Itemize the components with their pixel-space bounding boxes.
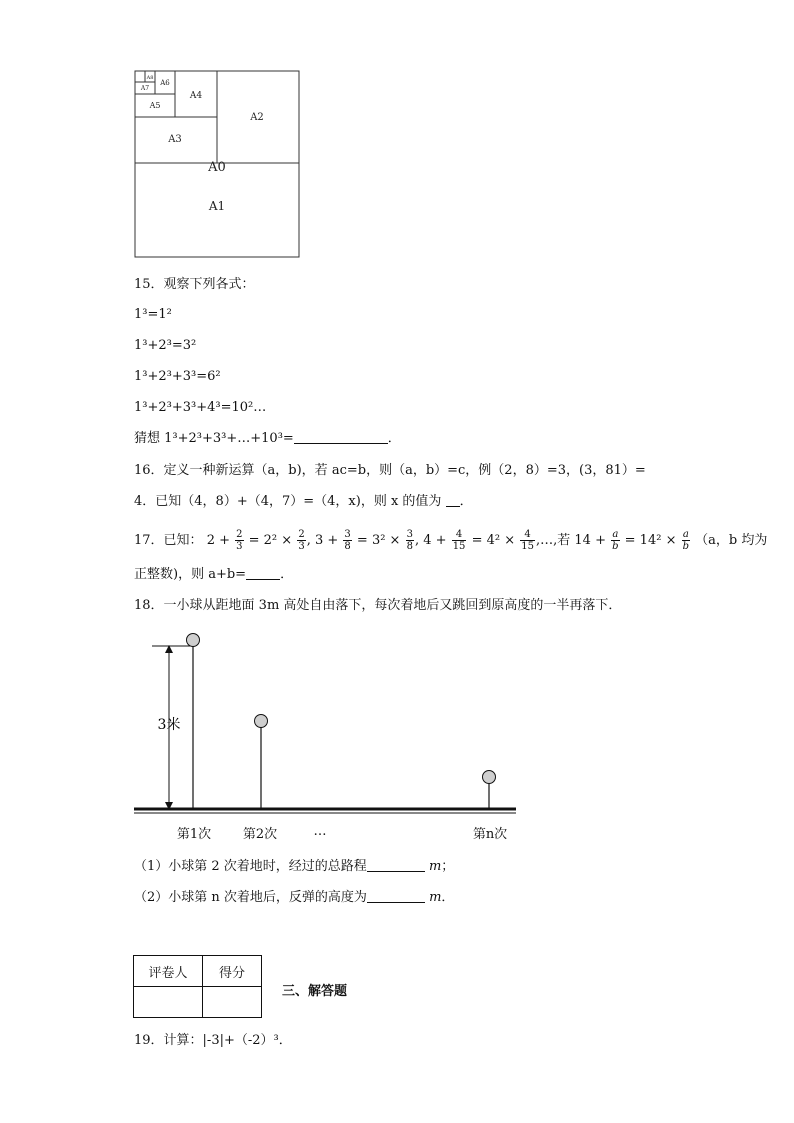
q15-line-4: 1³+2³+3³+4³=10²… xyxy=(134,400,267,415)
label-a1: A1 xyxy=(208,199,226,213)
q17-t1-f2-den: 3 xyxy=(298,541,305,552)
q17-t2-f2-num: 3 xyxy=(406,529,413,540)
x-label-2: 第2次 xyxy=(242,827,278,842)
q17-t3-f1-den: 15 xyxy=(452,541,466,552)
q17-t4-frac2 xyxy=(682,529,690,552)
q15-guess-suffix: ． xyxy=(387,431,401,446)
q18-sub2-unit: m xyxy=(429,890,442,905)
label-a0: A0 xyxy=(208,160,226,175)
q15-line-1: 1³=1² xyxy=(134,307,172,322)
label-a7: A7 xyxy=(140,85,150,92)
q17-line-2 xyxy=(134,565,293,585)
q17-t2-frac2 xyxy=(406,529,414,552)
q17-t2-a: , 3 + xyxy=(306,533,339,548)
paper-size-diagram xyxy=(133,69,303,261)
q15-line-2: 1³+2³=3² xyxy=(134,338,197,353)
q17-t3-mid: = 4² × xyxy=(471,533,516,548)
q18-sub1 xyxy=(134,857,454,877)
q17-t2-mid: = 3² × xyxy=(356,533,401,548)
q18-sub2 xyxy=(134,888,454,908)
score-table xyxy=(133,955,262,1018)
q17-t3-f1-num: 4 xyxy=(452,529,467,541)
x-label-ellipsis: … xyxy=(313,824,327,839)
q16-line-1: 16．定义一种新运算（a，b)，若 ac=b，则（a，b）=c，例（2，8）=3，(3，81）= xyxy=(134,463,646,478)
ball-n xyxy=(483,771,496,784)
q17-t-end: ,…,若 xyxy=(535,533,571,548)
q17-t2-f1-den: 8 xyxy=(344,541,351,552)
q16-line-2-suffix: ． xyxy=(459,494,473,509)
q18-sub2-suffix: ． xyxy=(441,890,455,905)
q18-sub1-prefix: （1）小球第 2 次着地时，经过的总路程 xyxy=(134,859,367,874)
score-table-grader-cell[interactable] xyxy=(134,987,203,1018)
q17-t4-f1-den: b xyxy=(612,541,619,552)
q17-t2-f1-num: 3 xyxy=(344,529,351,540)
q17-t4-frac1 xyxy=(611,529,619,552)
q17-line-1 xyxy=(134,528,767,554)
q15-answer-blank[interactable] xyxy=(294,429,388,444)
label-a8: A8 xyxy=(146,75,154,81)
ball-2 xyxy=(255,715,268,728)
q17-t3-frac1 xyxy=(452,529,467,552)
q17-line-2-suffix: ． xyxy=(280,567,294,582)
ball-1 xyxy=(187,634,200,647)
label-a4: A4 xyxy=(189,91,203,101)
q16-line-2-prefix: 4．已知（4，8）+（4，7）=（4，x)，则 x 的值为 xyxy=(134,494,442,509)
x-label-1: 第1次 xyxy=(176,827,212,842)
q17-prefix: 17．已知： xyxy=(134,533,203,548)
q18-sub1-blank[interactable] xyxy=(367,857,425,872)
q17-t1-frac2 xyxy=(297,529,305,552)
q15-line-3: 1³+2³+3³=6² xyxy=(134,369,221,384)
score-table-header-score: 得分 xyxy=(203,956,262,987)
score-table-score-cell[interactable] xyxy=(203,987,262,1018)
q17-t1-a: 2 + xyxy=(206,533,230,548)
q17-answer-blank[interactable] xyxy=(246,565,280,580)
q15-guess xyxy=(134,429,401,449)
q19-text: 19．计算：|-3|+（-2）³． xyxy=(134,1033,292,1048)
score-table-header-grader: 评卷人 xyxy=(134,956,203,987)
q18-title: 18．一小球从距地面 3m 高处自由落下，每次着地后又跳回到原高度的一半再落下． xyxy=(134,598,622,613)
q17-t4-mid: = 14² × xyxy=(624,533,677,548)
q17-t3-f2-num: 4 xyxy=(520,529,535,541)
q17-line-2-prefix: 正整数)，则 a+b= xyxy=(134,567,247,582)
q17-t4-a: 14 + xyxy=(574,533,606,548)
q16-answer-blank[interactable] xyxy=(446,492,460,507)
label-a3: A3 xyxy=(168,134,182,145)
q17-t2-f2-den: 8 xyxy=(406,541,413,552)
q18-sub1-suffix: ； xyxy=(441,859,455,874)
q17-t2-frac1 xyxy=(343,529,351,552)
q17-tail: （a，b 均为 xyxy=(695,533,768,548)
q18-sub2-prefix: （2）小球第 n 次着地后，反弹的高度为 xyxy=(134,890,367,905)
q18-sub2-blank[interactable] xyxy=(367,888,425,903)
q17-t1-f1-num: 2 xyxy=(236,529,243,540)
height-label: 3米 xyxy=(157,717,181,733)
label-a5: A5 xyxy=(149,101,161,110)
label-a6: A6 xyxy=(160,79,170,87)
q17-t1-f1-den: 3 xyxy=(236,541,243,552)
q17-t3-frac2 xyxy=(520,529,535,552)
q17-t3-f2-den: 15 xyxy=(521,541,534,552)
section-3-title: 三、解答题 xyxy=(282,984,348,999)
bouncing-ball-diagram xyxy=(130,628,522,850)
q17-t3-a: , 4 + xyxy=(414,533,447,548)
q15-title: 15．观察下列各式： xyxy=(134,277,255,292)
q17-t4-f2-num: a xyxy=(682,529,689,540)
q16-line-2 xyxy=(134,492,473,512)
q15-guess-prefix: 猜想 1³+2³+3³+…+10³= xyxy=(134,431,294,446)
q17-t4-f2-den: b xyxy=(682,541,690,552)
q17-t1-frac1 xyxy=(235,529,243,552)
label-a2: A2 xyxy=(250,112,264,123)
q17-t1-mid: = 2² × xyxy=(248,533,293,548)
x-label-n: 第n次 xyxy=(472,827,508,842)
q17-t1-f2-num: 2 xyxy=(298,529,305,540)
q18-sub1-unit: m xyxy=(428,859,442,874)
q17-t4-f1-num: a xyxy=(612,529,619,540)
